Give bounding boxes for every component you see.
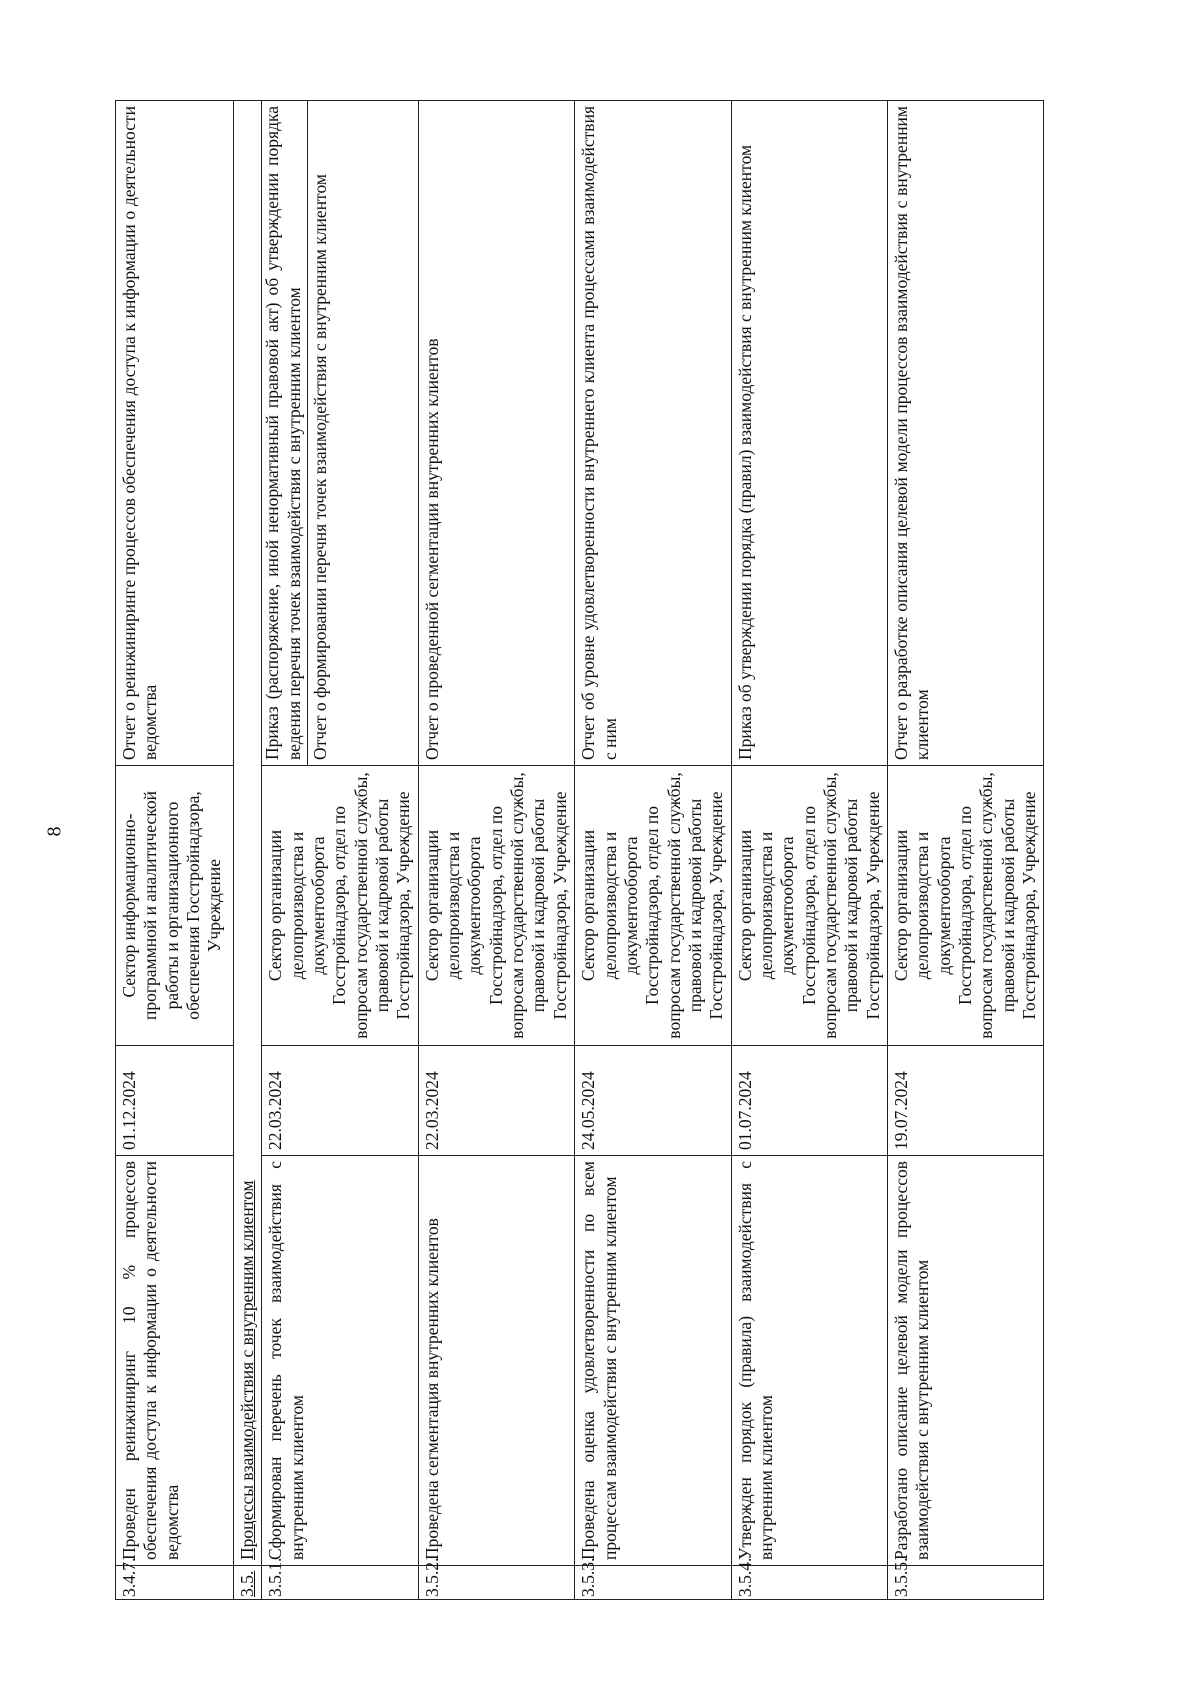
section-header-row [234,101,262,1600]
deadline-date: 19.07.2024 [887,1046,1043,1156]
row-number: 3.5.4. [731,1566,887,1600]
responsible-text: Сектор организации делопроизводства и документооборота Госстройнадзора, отдел по вопросам государственной службы, правовой и кадровой работы Госстройнадзора, Учреждение [418,766,574,1046]
section-title: Процессы взаимодействия с внутренним клиентом [234,101,262,1566]
event-text: Проведен реинжиниринг 10 % процессов обеспечения доступа к информации о деятельности ведомства [116,1156,234,1566]
deadline-date: 01.07.2024 [731,1046,887,1156]
responsible-text: Сектор организации делопроизводства и документооборота Госстройнадзора, отдел по вопросам государственной службы, правовой и кадровой работы Госстройнадзора, Учреждение [731,766,887,1046]
deadline-date: 22.03.2024 [262,1046,418,1156]
table-row [575,101,731,1600]
table-row [262,101,418,1600]
rotated-table-container [115,100,1040,1600]
result-text: Отчет о разработке описания целевой модели процессов взаимодействия с внутренним клиентом [887,101,1043,766]
result-text: Отчет о проведенной сегментации внутренних клиентов [418,101,574,766]
table-row [116,101,234,1600]
result-text: Отчет о реинжиниринге процессов обеспечения доступа к информации о деятельности ведомства [116,101,234,766]
responsible-text: Сектор организации делопроизводства и документооборота Госстройнадзора, отдел по вопросам государственной службы, правовой и кадровой работы Госстройнадзора, Учреждение [262,766,418,1046]
row-number: 3.5.1. [262,1566,418,1600]
table-row [731,101,887,1600]
responsible-text: Сектор организации делопроизводства и документооборота Госстройнадзора, отдел по вопросам государственной службы, правовой и кадровой работы Госстройнадзора, Учреждение [887,766,1043,1046]
row-number: 3.5.2. [418,1566,574,1600]
result-text: Приказ об утверждении порядка (правил) взаимодействия с внутренним клиентом [731,101,887,766]
responsible-text: Сектор организации делопроизводства и документооборота Госстройнадзора, отдел по вопросам государственной службы, правовой и кадровой работы Госстройнадзора, Учреждение [575,766,731,1046]
deadline-date: 22.03.2024 [418,1046,574,1156]
event-text: Сформирован перечень точек взаимодействия с внутренним клиентом [262,1156,418,1566]
responsible-text: Сектор информационно-программной и аналитической работы и организационного обеспечения Госстройнадзора, Учреждение [116,766,234,1046]
result-cell [262,101,418,766]
section-number: 3.5. [234,1566,262,1600]
event-text: Утвержден порядок (правила) взаимодействия с внутренним клиентом [731,1156,887,1566]
result-text-order: Приказ (распоряжение, иной ненормативный правовой акт) об утверждении порядка ведения перечня точек взаимодействия с внутренним клиентом [262,101,308,765]
table-row [887,101,1043,1600]
table-row [418,101,574,1600]
result-text: Отчет об уровне удовлетворенности внутреннего клиента процессами взаимодействия с ним [575,101,731,766]
row-number: 3.5.3. [575,1566,731,1600]
row-number: 3.5.5. [887,1566,1043,1600]
deadline-date: 24.05.2024 [575,1046,731,1156]
event-text: Разработано описание целевой модели процессов взаимодействия с внутренним клиентом [887,1156,1043,1566]
page-number: 8 [43,826,66,837]
result-text-report: Отчет о формировании перечня точек взаимодействия с внутренним клиентом [310,174,331,760]
event-text: Проведена сегментация внутренних клиентов [418,1156,574,1566]
event-text: Проведена оценка удовлетворенности по всем процессам взаимодействия с внутренним клиентом [575,1156,731,1566]
plan-table [115,100,1044,1600]
row-number: 3.4.7. [116,1566,234,1600]
deadline-date: 01.12.2024 [116,1046,234,1156]
